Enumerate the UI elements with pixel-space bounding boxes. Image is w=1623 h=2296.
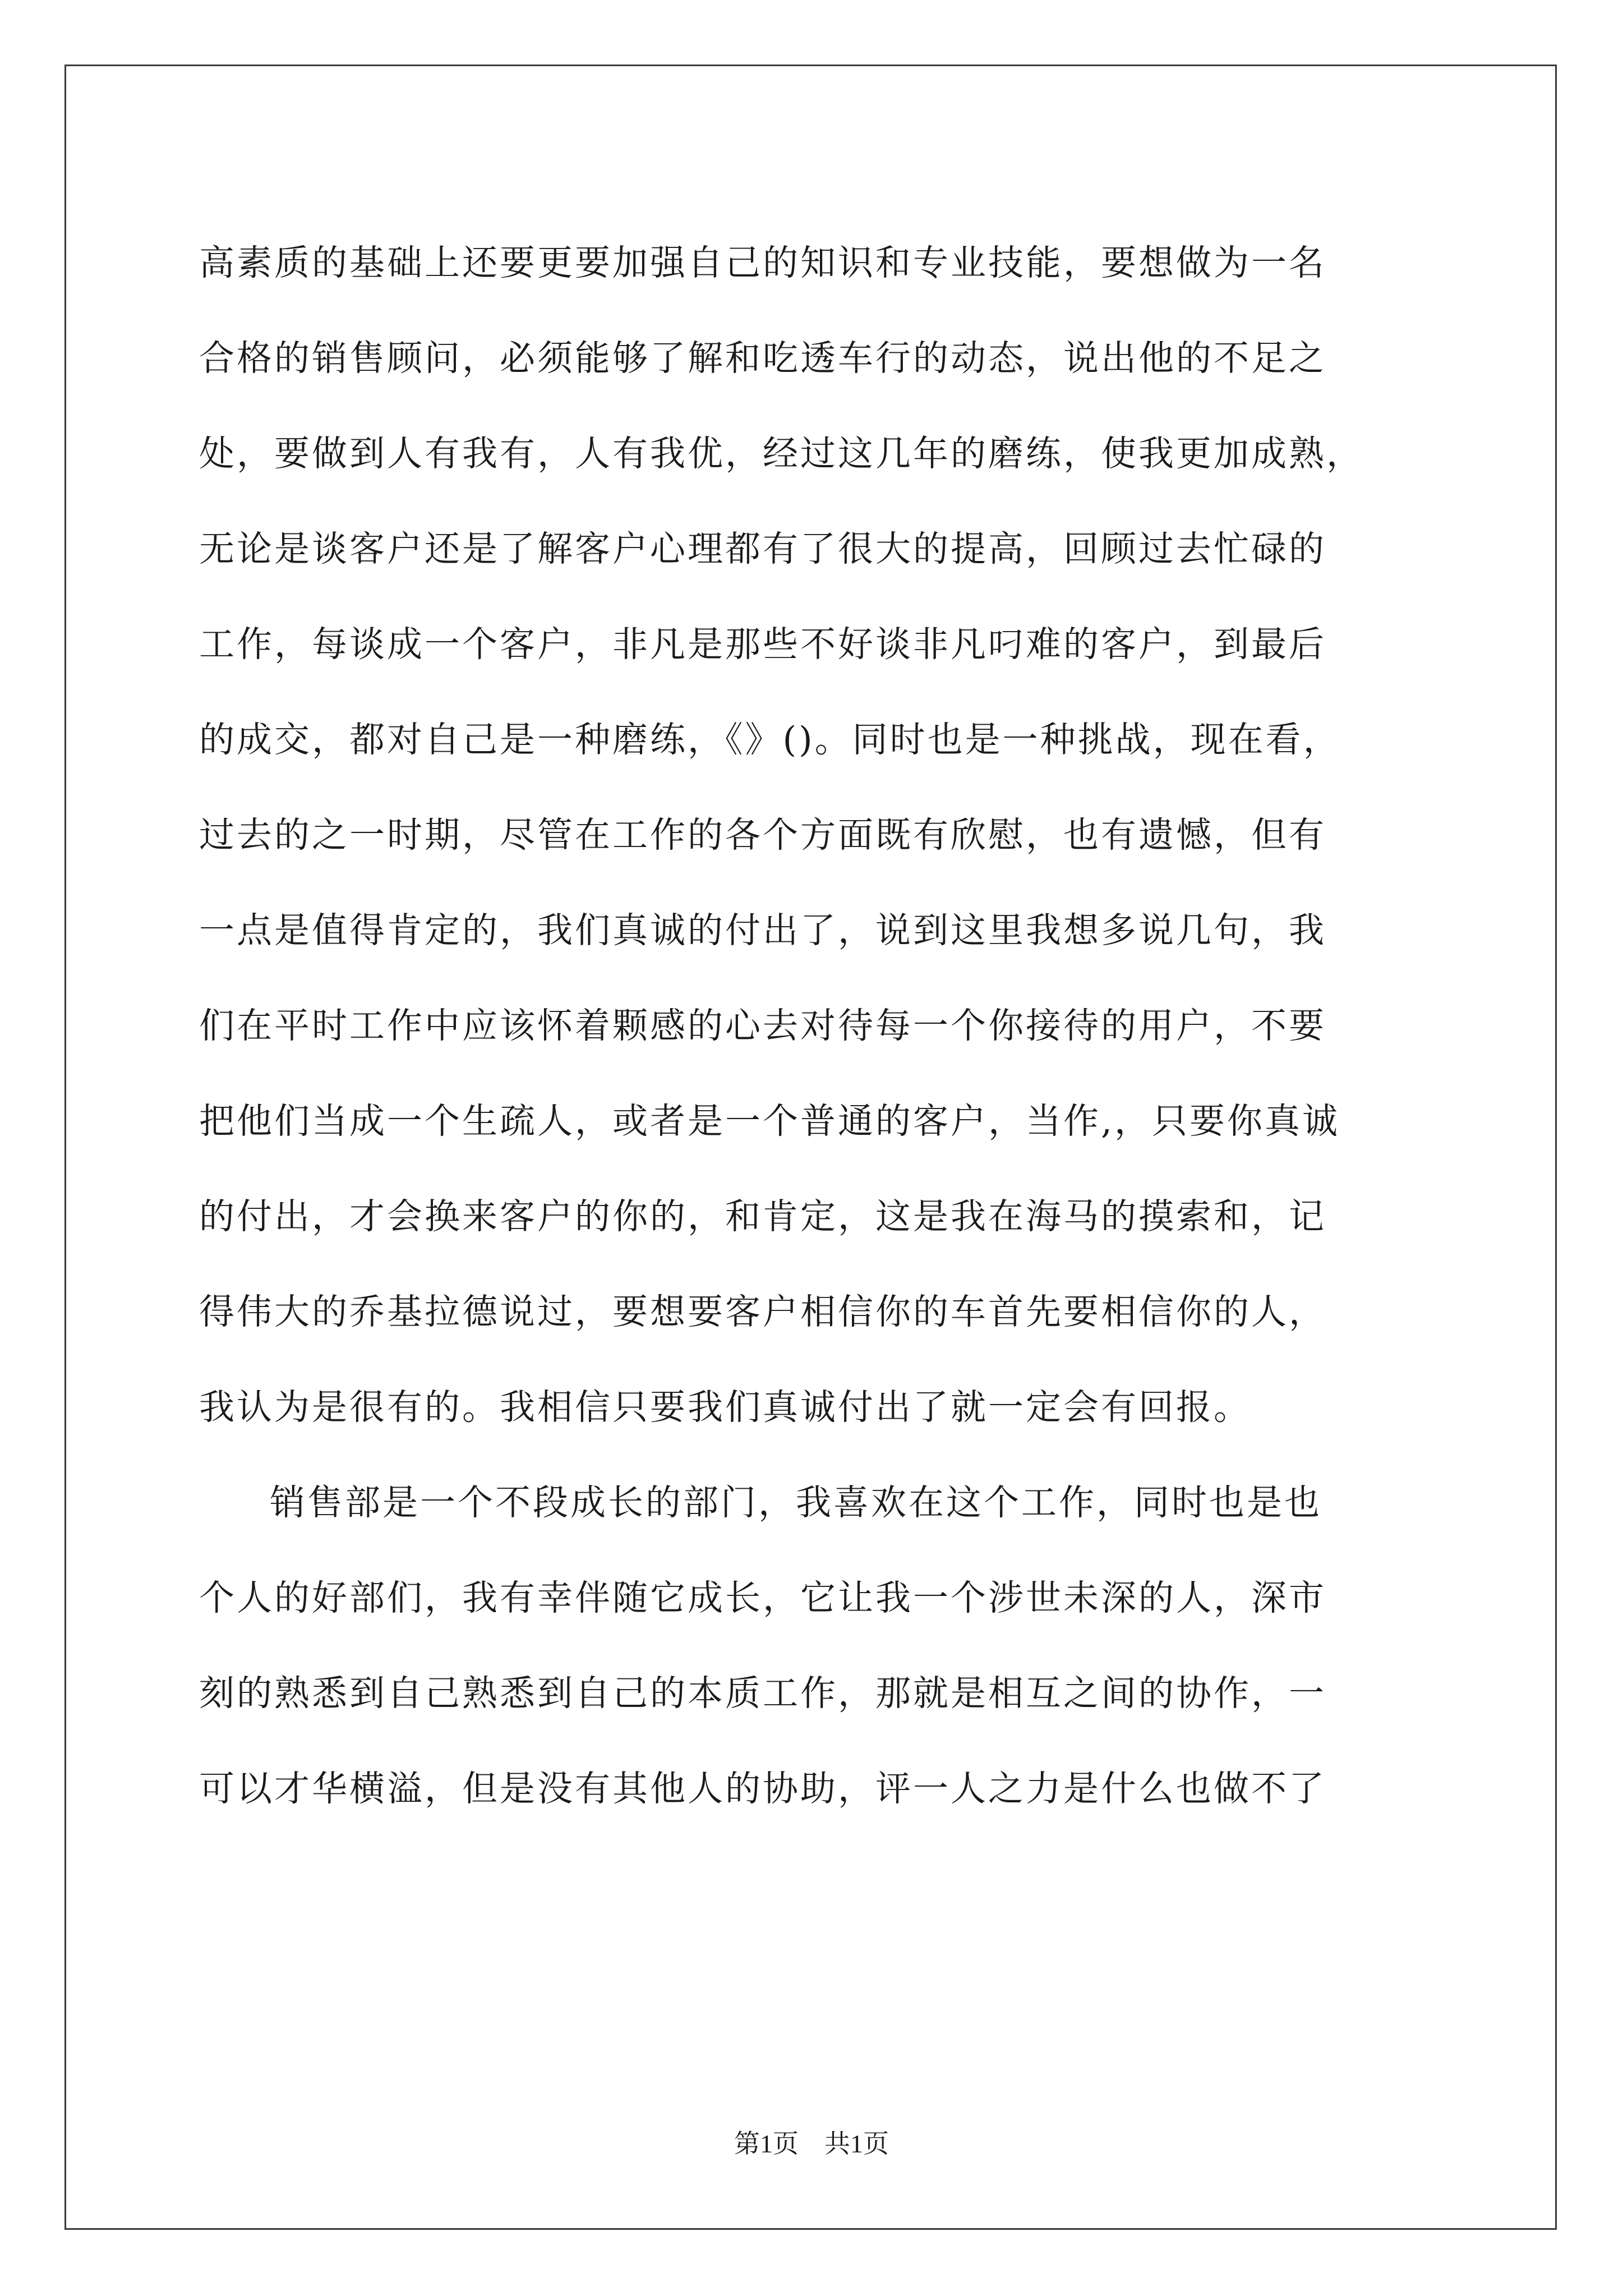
- text-line: 得伟大的乔基拉德说过，要想要客户相信你的车首先要相信你的人，: [199, 1291, 1326, 1332]
- text-line: 们在平时工作中应该怀着颗感的心去对待每一个你接待的用户，不要: [199, 1005, 1326, 1046]
- text-line: 合格的销售顾问，必须能够了解和吃透车行的动态，说出他的不足之: [199, 338, 1326, 379]
- text-line: 的付出，才会换来客户的你的，和肯定，这是我在海马的摸索和，记: [199, 1196, 1326, 1237]
- text-line: 过去的之一时期，尽管在工作的各个方面既有欣慰，也有遗憾，但有: [199, 815, 1326, 855]
- text-line: 无论是谈客户还是了解客户心理都有了很大的提高，回顾过去忙碌的: [199, 528, 1326, 569]
- paragraph-start-line: 销售部是一个不段成长的部门，我喜欢在这个工作，同时也是也: [270, 1482, 1322, 1523]
- text-line: 我认为是很有的。我相信只要我们真诚付出了就一定会有回报。: [199, 1387, 1251, 1428]
- document-body: [199, 215, 1433, 1837]
- text-line: 工作，每谈成一个客户，非凡是那些不好谈非凡叼难的客户，到最后: [199, 624, 1326, 665]
- text-line: 一点是值得肯定的，我们真诚的付出了，说到这里我想多说几句，我: [199, 910, 1326, 951]
- text-line: 个人的好部们，我有幸伴随它成长，它让我一个涉世未深的人，深市: [199, 1577, 1326, 1618]
- text-line: 的成交，都对自己是一种磨练，《》()。同时也是一种挑战，现在看，: [199, 719, 1341, 760]
- text-line: 刻的熟悉到自己熟悉到自己的本质工作，那就是相互之间的协作，一: [199, 1673, 1326, 1714]
- text-line: 可以才华横溢，但是没有其他人的协助，评一人之力是什么也做不了: [199, 1768, 1326, 1809]
- text-line: 把他们当成一个生疏人，或者是一个普通的客户，当作,，只要你真诚: [199, 1101, 1340, 1142]
- text-line: 高素质的基础上还要更要加强自己的知识和专业技能，要想做为一名: [199, 242, 1326, 283]
- text-line: 处，要做到人有我有，人有我优，经过这几年的磨练，使我更加成熟，: [199, 433, 1364, 474]
- page-number: 第1页 共1页: [734, 2129, 889, 2158]
